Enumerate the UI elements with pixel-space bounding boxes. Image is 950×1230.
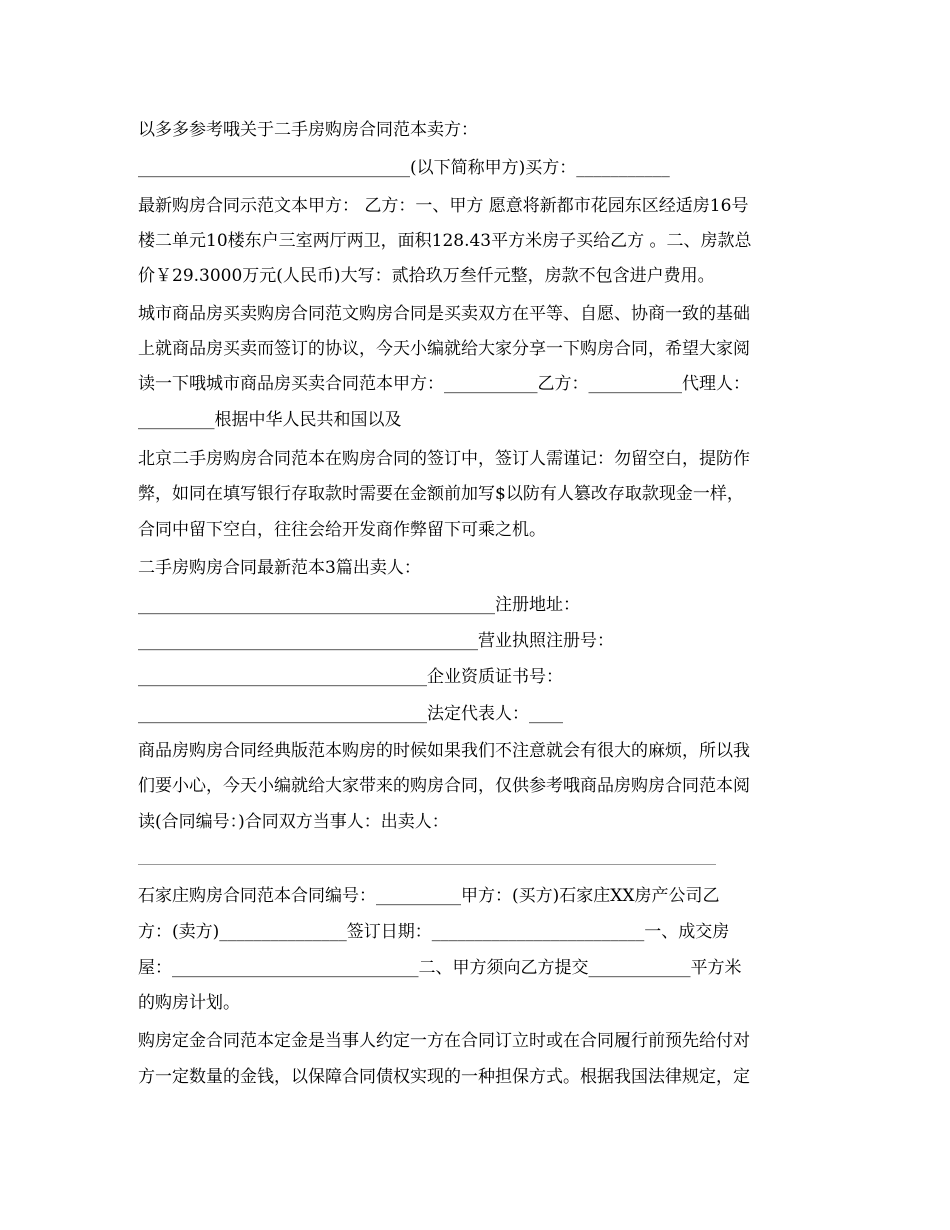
text-line: 二手房购房合同最新范本3篇出卖人： xyxy=(138,558,421,578)
text-line: 读(合同编号：)合同双方当事人：出卖人： xyxy=(138,812,449,832)
text-line: 购房定金合同范本定金是当事人约定一方在合同订立时或在合同履行前预先给付对 xyxy=(138,1031,750,1051)
text-line: ________________________________(以下简称甲方)买方：___________ xyxy=(138,158,670,178)
text-line: 们要小心，今天小编就给大家带来的购房合同，仅供参考哦商品房购房合同范本阅 xyxy=(138,776,750,796)
text-line: 商品房购房合同经典版范本购房的时候如果我们不注意就会有很大的麻烦，所以我 xyxy=(138,741,750,761)
text-line: 城市商品房买卖购房合同范文购房合同是买卖双方在平等、自愿、协商一致的基础 xyxy=(138,304,750,324)
text-line: 上就商品房买卖而签订的协议，今天小编就给大家分享一下购房合同，希望大家阅 xyxy=(138,339,750,359)
text-line: 北京二手房购房合同范本在购房合同的签订中，签订人需谨记：勿留空白，提防作 xyxy=(138,449,750,469)
text-line: 合同中留下空白，往往会给开发商作弊留下可乘之机。 xyxy=(138,520,546,540)
text-line: 方一定数量的金钱，以保障合同债权实现的一种担保方式。根据我国法律规定，定 xyxy=(138,1067,750,1087)
text-line: 石家庄购房合同范本合同编号：__________甲方：(买方)石家庄XX房产公司乙 xyxy=(138,886,720,906)
text-line: 的购房计划。 xyxy=(138,993,240,1013)
text-line: 以多多参考哦关于二手房购房合同范本卖方： xyxy=(138,120,478,140)
text-line: __________________________________法定代表人：____ xyxy=(138,704,563,724)
text-line: 最新购房合同示范文本甲方： 乙方：一、甲方 愿意将新都市花园东区经适房16号 xyxy=(138,196,749,216)
text-line: __________________________________________注册地址： xyxy=(138,595,580,615)
text-line: 楼二单元10楼东户三室两厅两卫，面积128.43平方米房子买给乙方 。二、房款总 xyxy=(138,231,752,251)
text-line: 弊，如同在填写银行存取款时需要在金额前加写$以防有人篡改存取款现金一样， xyxy=(138,484,744,504)
text-line: __________________________________企业资质证书号： xyxy=(138,667,563,687)
text-line: 方：(卖方)_______________签订日期：_________________________一、成交房 xyxy=(138,922,730,942)
text-line: 价￥29.3000万元(人民币)大写：贰拾玖万叁仟元整，房款不包含进户费用。 xyxy=(138,266,715,286)
horizontal-rule xyxy=(138,864,716,865)
text-line: ________________________________________营业执照注册号： xyxy=(138,631,614,651)
text-line: 屋：_____________________________二、甲方须向乙方提交____________平方米 xyxy=(138,958,742,978)
text-line: 读一下哦城市商品房买卖合同范本甲方：___________乙方：___________代理人： xyxy=(138,374,750,394)
text-line: _________根据中华人民共和国以及 xyxy=(138,410,402,430)
